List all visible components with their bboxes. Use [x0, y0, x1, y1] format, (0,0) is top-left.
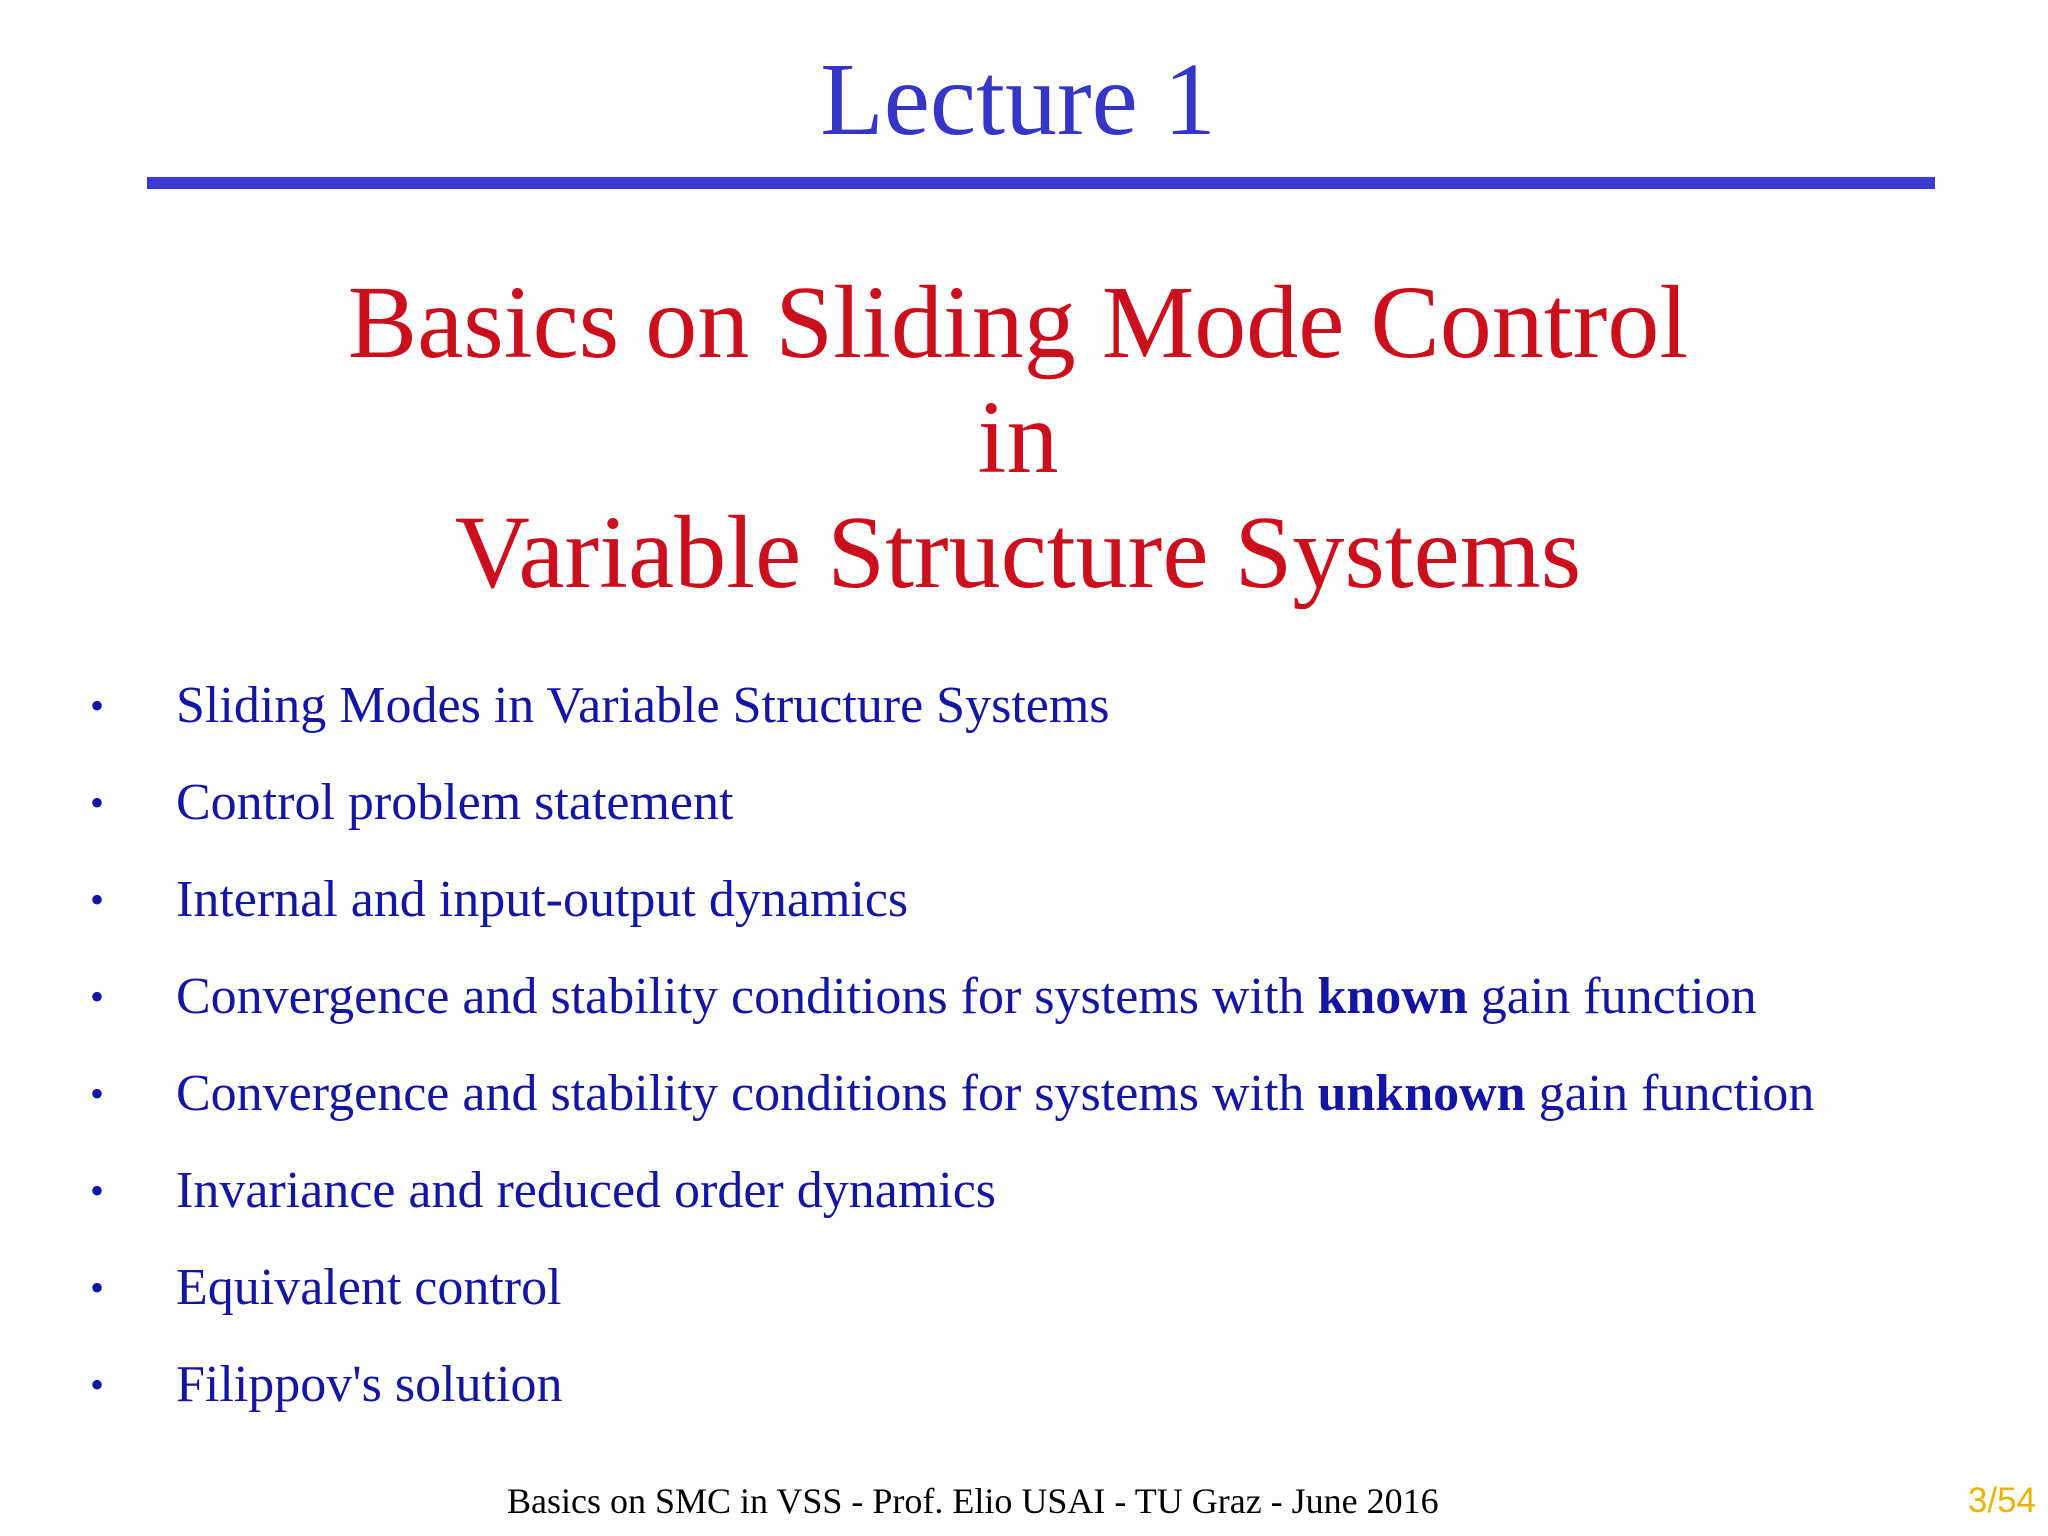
- list-item-text: Convergence and stability conditions for systems with known gain function: [176, 968, 1757, 1025]
- title-divider: [147, 177, 1935, 189]
- list-item-text: Invariance and reduced order dynamics: [176, 1162, 997, 1219]
- bullet-icon: •: [90, 1362, 105, 1407]
- subtitle-line-1: Basics on Sliding Mode Control: [347, 265, 1689, 380]
- bullet-icon: •: [90, 683, 105, 728]
- list-item: [90, 1058, 1814, 1155]
- topic-list: [90, 670, 1814, 1446]
- list-item: [90, 864, 1814, 961]
- bullet-icon: •: [90, 974, 105, 1019]
- page-number: 3/54: [1967, 1481, 2036, 1520]
- list-item: [90, 1252, 1814, 1349]
- list-item: [90, 670, 1814, 767]
- emphasis-known: known: [1317, 968, 1468, 1025]
- bullet-icon: •: [90, 877, 105, 922]
- emphasis-unknown: unknown: [1317, 1065, 1526, 1122]
- bullet-icon: •: [90, 1265, 105, 1310]
- list-item-text: Internal and input-output dynamics: [176, 871, 909, 928]
- slide-subtitle: [0, 265, 2036, 610]
- slide-footer: Basics on SMC in VSS - Prof. Elio USAI - TU Graz - June 2016: [507, 1481, 1439, 1521]
- list-item: [90, 767, 1814, 864]
- list-item-text: Convergence and stability conditions for systems with unknown gain function: [176, 1065, 1815, 1122]
- list-item: [90, 1155, 1814, 1252]
- list-item: [90, 1349, 1814, 1446]
- slide-title: Lecture 1: [820, 42, 1216, 157]
- list-item-text: Control problem statement: [176, 774, 734, 831]
- bullet-icon: •: [90, 1168, 105, 1213]
- list-item-text: Equivalent control: [176, 1259, 562, 1316]
- subtitle-line-3: Variable Structure Systems: [454, 495, 1582, 610]
- list-item-text: Sliding Modes in Variable Structure Systems: [176, 677, 1110, 734]
- subtitle-line-2: in: [977, 380, 1059, 495]
- list-item: [90, 961, 1814, 1058]
- bullet-icon: •: [90, 1071, 105, 1116]
- bullet-icon: •: [90, 780, 105, 825]
- list-item-text: Filippov's solution: [176, 1356, 563, 1413]
